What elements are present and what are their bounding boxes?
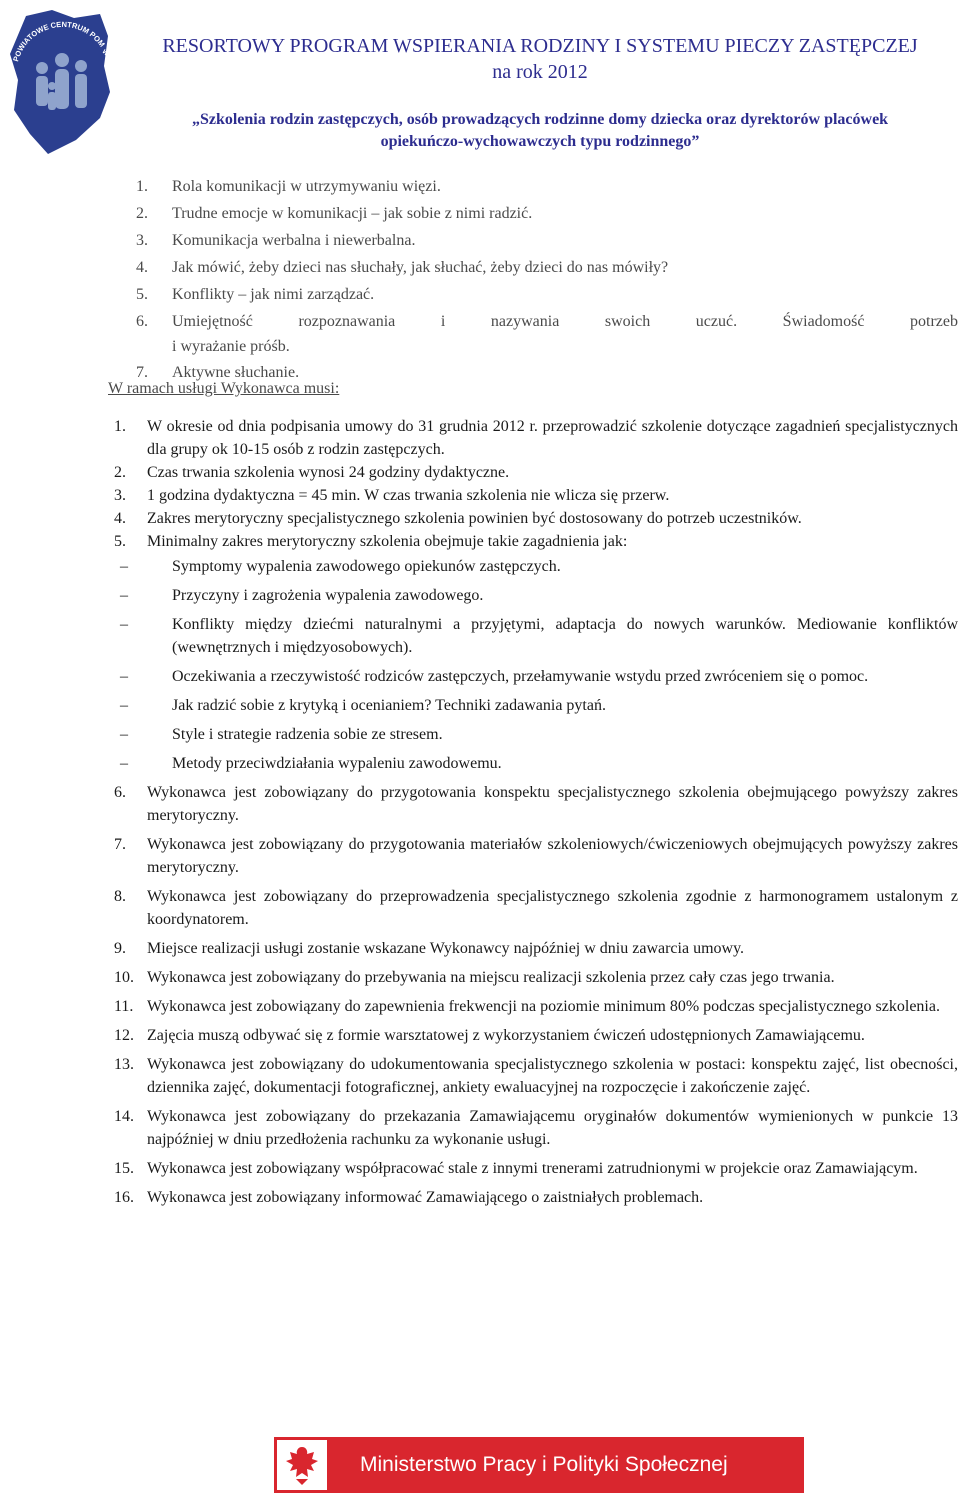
item-text: Wykonawca jest zobowiązany informować Zamawiającego o zaistniałych problemach.	[147, 1189, 704, 1206]
item-number: 10.	[114, 969, 134, 986]
item-number: 4.	[114, 510, 126, 527]
ministry-label: Ministerstwo Pracy i Polityki Społecznej	[360, 1453, 728, 1476]
list-item	[136, 308, 958, 335]
list-item	[114, 885, 958, 931]
item-number: 7.	[136, 364, 148, 381]
item-number: 3.	[114, 487, 126, 504]
item-number: 1.	[114, 418, 126, 435]
item-number: 2.	[114, 464, 126, 481]
list-item	[114, 555, 958, 578]
list-item	[114, 995, 958, 1018]
item-number: 14.	[114, 1108, 134, 1125]
logo-arc-text-right: w O	[100, 46, 116, 64]
item-text: Trudne emocje w komunikacji – jak sobie z nimi radzić.	[172, 205, 533, 222]
item-number: 6.	[114, 784, 126, 801]
item-number: 5.	[136, 286, 148, 303]
item-text: Wykonawca jest zobowiązany do przygotowania materiałów szkoleniowych/ćwiczeniowych obejmujących powyższy zakres merytoryczny.	[147, 836, 958, 876]
item-text: Wykonawca jest zobowiązany do zapewnienia frekwencji na poziomie minimum 80% podczas specjalistycznego szkolenia.	[147, 998, 940, 1015]
item-text: Wykonawca jest zobowiązany do przekazania Zamawiającemu oryginałów dokumentów wymienionych w punkcie 13 najpóźniej w dniu przedłożenia rachunku za wykonanie usługi.	[147, 1108, 958, 1148]
item-text: Wykonawca jest zobowiązany do przygotowania konspektu specjalistycznego szkolenia obejmującego powyższy zakres merytoryczny.	[147, 784, 958, 824]
item-number: 5.	[114, 533, 126, 550]
obligations-list	[114, 415, 958, 1215]
item-number: 8.	[114, 888, 126, 905]
list-item	[114, 1105, 958, 1151]
list-item	[114, 723, 958, 746]
list-item	[114, 1186, 958, 1209]
item-text: Oczekiwania a rzeczywistość rodziców zastępczych, przełamywanie wstydu przed zwróceniem się o pomoc.	[172, 668, 869, 685]
list-item	[114, 833, 958, 879]
training-subtitle-line2: opiekuńczo-wychowawczych typu rodzinnego”	[380, 133, 700, 150]
item-text-continuation: i wyrażanie próśb.	[172, 338, 290, 355]
dash-bullet: –	[120, 616, 128, 633]
item-number: 7.	[114, 836, 126, 853]
dash-bullet: –	[120, 587, 128, 604]
item-text: W okresie od dnia podpisania umowy do 31 grudnia 2012 r. przeprowadzić szkolenie dotyczące zagadnień specjalistycznych dla grupy ok 10-15 osób z rodzin zastępczych.	[147, 418, 958, 458]
item-text: Minimalny zakres merytoryczny szkolenia obejmuje takie zagadnienia jak:	[147, 533, 628, 550]
eagle-emblem-icon	[274, 1437, 330, 1493]
dash-bullet: –	[120, 668, 128, 685]
item-number: 2.	[136, 205, 148, 222]
list-item	[136, 227, 958, 254]
item-number: 11.	[114, 998, 134, 1015]
item-text: Zakres merytoryczny specjalistycznego szkolenia powinien być dostosowany do potrzeb uczestników.	[147, 510, 802, 527]
list-item	[114, 937, 958, 960]
item-text: Wykonawca jest zobowiązany do udokumentowania specjalistycznego szkolenia w postaci: konspektu zajęć, list obecności, dziennika zajęć, dokumentacji fotograficznej, ankiety ewaluacyjnej na rozpoczęcie i zakończenie zajęć.	[147, 1056, 958, 1096]
list-item	[114, 461, 958, 484]
item-text: Symptomy wypalenia zawodowego opiekunów zastępczych.	[172, 558, 561, 575]
list-item	[114, 1157, 958, 1180]
list-item	[114, 781, 958, 827]
item-number: 3.	[136, 232, 148, 249]
item-number: 4.	[136, 259, 148, 276]
training-subtitle-line1: „Szkolenia rodzin zastępczych, osób prowadzących rodzinne domy dziecka oraz dyrektorów placówek	[191, 111, 889, 128]
item-number: 1.	[136, 178, 148, 195]
item-text: Wykonawca jest zobowiązany do przeprowadzenia specjalistycznego szkolenia zgodnie z harmonogramem ustalonym z koordynatorem.	[147, 888, 958, 928]
list-item	[114, 1053, 958, 1099]
list-item	[114, 507, 958, 530]
list-item	[114, 665, 958, 688]
list-item	[114, 584, 958, 607]
program-title: RESORTOWY PROGRAM WSPIERANIA RODZINY I SYSTEMU PIECZY ZASTĘPCZEJ	[162, 35, 918, 57]
item-text: Zajęcia muszą odbywać się z formie warsztatowej z wykorzystaniem ćwiczeń udostępnionych Zamawiającemu.	[147, 1027, 865, 1044]
list-item	[114, 484, 958, 507]
list-item	[136, 173, 958, 200]
item-text: Miejsce realizacji usługi zostanie wskazane Wykonawcy najpóźniej w dniu zawarcia umowy.	[147, 940, 745, 957]
pcpr-logo	[4, 6, 116, 156]
item-text: Wykonawca jest zobowiązany do przebywania na miejscu realizacji szkolenia przez cały czas jego trwania.	[147, 969, 835, 986]
item-text: Jak mówić, żeby dzieci nas słuchały, jak słuchać, żeby dzieci do nas mówiły?	[172, 259, 669, 276]
item-text: Konflikty między dziećmi naturalnymi a przyjętymi, adaptacja do nowych warunków. Mediowanie konfliktów (wewnętrznych i międzyosobowych).	[172, 616, 958, 656]
ministry-banner	[274, 1437, 804, 1493]
dash-bullet: –	[120, 697, 128, 714]
item-text: Czas trwania szkolenia wynosi 24 godziny dydaktyczne.	[147, 464, 510, 481]
item-number: 13.	[114, 1056, 134, 1073]
item-text: Komunikacja werbalna i niewerbalna.	[172, 232, 416, 249]
item-text: Aktywne słuchanie.	[172, 364, 300, 381]
item-text: Przyczyny i zagrożenia wypalenia zawodowego.	[172, 587, 484, 604]
list-item	[136, 200, 958, 227]
list-item	[114, 752, 958, 775]
item-number: 6.	[136, 313, 148, 330]
topics-list	[136, 173, 958, 386]
topic-scope-list	[114, 555, 958, 775]
item-text: 1 godzina dydaktyczna = 45 min. W czas trwania szkolenia nie wlicza się przerw.	[147, 487, 670, 504]
list-item	[114, 415, 958, 461]
list-item	[114, 530, 958, 553]
training-subtitle	[120, 109, 960, 153]
item-text: Jak radzić sobie z krytyką i ocenianiem? Techniki zadawania pytań.	[172, 697, 606, 714]
dash-bullet: –	[120, 558, 128, 575]
dash-bullet: –	[120, 726, 128, 743]
item-number: 12.	[114, 1027, 134, 1044]
list-item	[136, 281, 958, 308]
item-text: Metody przeciwdziałania wypaleniu zawodowemu.	[172, 755, 502, 772]
item-number: 16.	[114, 1189, 134, 1206]
list-item	[114, 1024, 958, 1047]
item-number: 15.	[114, 1160, 134, 1177]
item-number: 9.	[114, 940, 126, 957]
list-item	[114, 613, 958, 659]
item-text: Style i strategie radzenia sobie ze stresem.	[172, 726, 443, 743]
item-text: Konflikty – jak nimi zarządzać.	[172, 286, 375, 303]
item-text: Wykonawca jest zobowiązany współpracować stale z innymi trenerami zatrudnionymi w projekcie oraz Zamawiającym.	[147, 1160, 918, 1177]
list-item	[114, 966, 958, 989]
list-item	[136, 254, 958, 281]
section-heading: W ramach usługi Wykonawca musi:	[108, 380, 340, 397]
item-text: Umiejętność rozpoznawania i nazywania swoich uczuć. Świadomość potrzeb	[172, 313, 958, 330]
logo-arc-text-top: POWIATOWE CENTRUM POM	[11, 19, 107, 63]
item-text: Rola komunikacji w utrzymywaniu więzi.	[172, 178, 441, 195]
list-item	[114, 694, 958, 717]
dash-bullet: –	[120, 755, 128, 772]
program-year: na rok 2012	[492, 61, 588, 83]
